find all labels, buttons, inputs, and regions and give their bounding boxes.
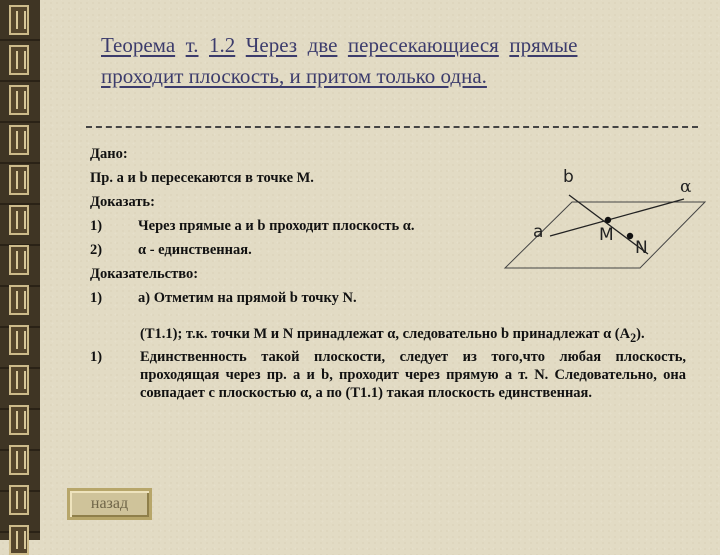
prove-heading: Доказать: [90,194,155,210]
proof-subscript: 2 [630,330,637,345]
title-word: пересекающиеся [347,33,499,57]
proof-text [140,325,686,347]
proof-part-2 [90,348,686,402]
proof-text-end: ). [636,326,645,342]
item-number: 1) [90,348,103,365]
proof-text-main: (Т1.1); т.к. точки М и N принадлежат α, следовательно b принадлежат α (А [140,326,631,342]
item-number: 1) [90,290,103,306]
title-word: прямые [509,33,578,57]
blank-indent [90,325,140,347]
title-word: т. [185,33,199,57]
proof-block [90,325,686,402]
label-alpha: α [680,177,692,197]
title-word: две [307,33,338,57]
item-text: а) Отметим на прямой b точку N. [138,290,357,306]
point-m [605,217,611,223]
title-text: проходит плоскость, и притом только одна. [101,64,487,88]
item-number: 2) [90,242,103,258]
title-word: 1.2 [209,33,236,57]
label-n: N [635,238,648,258]
proof-heading: Доказательство: [90,266,199,282]
item-text: α - единственная. [138,242,252,258]
given-heading: Дано: [90,146,128,162]
back-button[interactable]: назад [67,488,152,520]
label-b: b [563,167,574,187]
item-text: Через прямые a и b проходит плоскость α. [138,218,415,234]
label-a: a [533,222,544,242]
label-m: M [599,225,614,245]
title-word: Через [245,33,298,57]
point-n [627,233,633,239]
item-number: 1) [90,218,103,234]
proof-text: Единственность такой плоскости, следует из того,что любая плоскость, проходящая через пр. a и b, проходит через прямую a т. N. Следовательно, она совпадает с плоскостью α, а по (Т1.1) такая плоскость единственная. [140,348,686,401]
proof-part-1 [90,325,686,347]
given-condition: Пр. a и b пересекаются в точке М. [90,170,314,186]
title-word: Теорема [101,33,176,57]
